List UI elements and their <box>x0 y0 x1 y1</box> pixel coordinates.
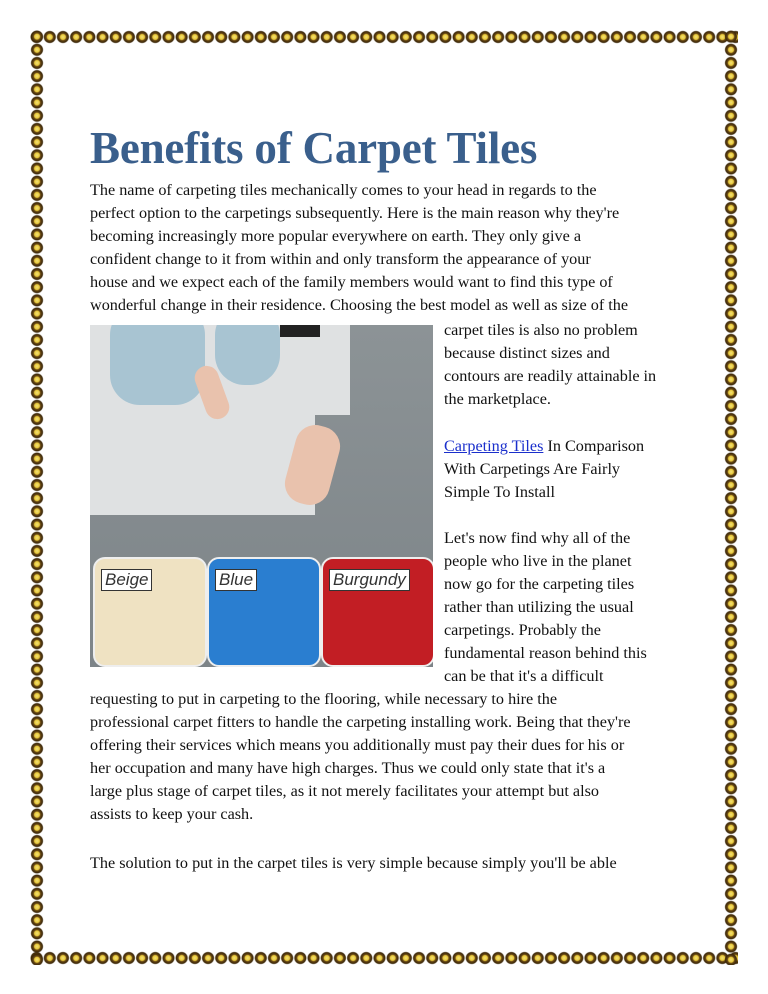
text-line: professional carpet fitters to handle the carpeting installing work. Being that they're <box>90 713 631 731</box>
text-line: house and we expect each of the family members would want to find this type of <box>90 273 613 291</box>
swatch-label: Burgundy <box>329 569 410 591</box>
flower-border-left <box>30 30 44 965</box>
text-line: offering their services which means you additionally must pay their dues for his or <box>90 736 625 754</box>
text-line: requesting to put in carpeting to the flooring, while necessary to hire the <box>90 690 558 708</box>
text-line: Simple To Install <box>444 483 555 501</box>
swatch-blue <box>207 557 321 667</box>
page-title: Benefits of Carpet Tiles <box>90 123 538 173</box>
text-line: confident change to it from within and only transform the appearance of your <box>90 250 591 268</box>
text-line: her occupation and many have high charges. Thus we could only state that it's a <box>90 759 606 777</box>
text-line: because distinct sizes and <box>444 344 610 362</box>
text-line: carpetings. Probably the <box>444 621 601 639</box>
swatch-beige <box>93 557 207 667</box>
flower-border-bottom <box>30 951 738 965</box>
text-line: fundamental reason behind this <box>444 644 647 662</box>
text-line: contours are readily attainable in <box>444 367 657 385</box>
text-line: becoming increasingly more popular everywhere on earth. They only give a <box>90 227 581 245</box>
flower-border-right <box>724 30 738 965</box>
text-line: people who live in the planet <box>444 552 632 570</box>
carpeting-tiles-link[interactable]: Carpeting Tiles <box>444 437 544 455</box>
text-line: the marketplace. <box>444 390 551 408</box>
text-line: now go for the carpeting tiles <box>444 575 635 593</box>
carpet-tiles-photo <box>90 325 433 667</box>
text-line: can be that it's a difficult <box>444 667 604 685</box>
text-line: With Carpetings Are Fairly <box>444 460 621 478</box>
text-line: wonderful change in their residence. Choosing the best model as well as size of the <box>90 296 629 314</box>
text-line: The solution to put in the carpet tiles is very simple because simply you'll be able <box>90 854 617 872</box>
text-line: carpet tiles is also no problem <box>444 321 638 339</box>
text-line: In Comparison <box>543 437 645 455</box>
swatch-label: Blue <box>215 569 257 591</box>
swatch-burgundy <box>321 557 433 667</box>
swatch-label: Beige <box>101 569 152 591</box>
text-line: perfect option to the carpetings subsequently. Here is the main reason why they're <box>90 204 620 222</box>
flower-border-top <box>30 30 738 44</box>
text-line: The name of carpeting tiles mechanically comes to your head in regards to the <box>90 181 597 199</box>
text-line: assists to keep your cash. <box>90 805 254 823</box>
subheading-line <box>444 436 644 456</box>
text-line: large plus stage of carpet tiles, as it not merely facilitates your attempt but also <box>90 782 600 800</box>
text-line: rather than utilizing the usual <box>444 598 634 616</box>
text-line: Let's now find why all of the <box>444 529 631 547</box>
